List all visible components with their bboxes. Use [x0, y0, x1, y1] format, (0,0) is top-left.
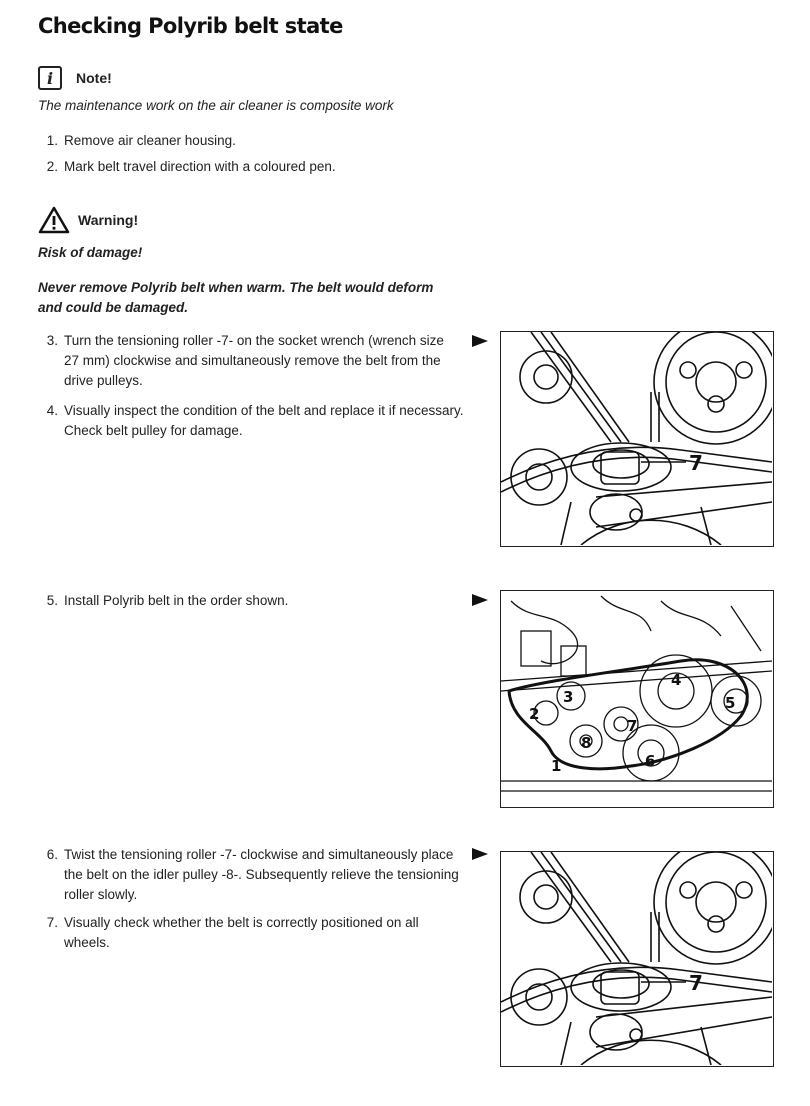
step-text: Mark belt travel direction with a coloured pen. — [64, 159, 336, 174]
step-3 — [28, 331, 458, 391]
callout-7: 7 — [689, 971, 703, 995]
info-icon: i — [38, 66, 62, 90]
warning-header — [38, 206, 138, 234]
step-6 — [28, 845, 468, 905]
step-5 — [28, 591, 458, 611]
warning-icon — [38, 206, 70, 234]
step-text: Twist the tensioning roller -7- clockwise and simultaneously place the belt on the idler pulley -8-. Subsequently relieve the tensioning roller slowly. — [64, 847, 459, 902]
step-number: 5. — [46, 593, 58, 608]
figure-tensioning-roller-install — [500, 851, 774, 1067]
step-text: Turn the tensioning roller -7- on the socket wrench (wrench size 27 mm) clockwise and simultaneously remove the belt from the drive pulleys. — [64, 333, 444, 388]
step-number: 3. — [46, 333, 58, 348]
tensioning-roller-illustration — [501, 332, 772, 545]
pointer-arrow-icon — [472, 594, 488, 606]
callout-5: 5 — [725, 694, 736, 712]
warning-text: Never remove Polyrib belt when warm. The belt would deform and could be damaged. — [38, 280, 434, 315]
step-4 — [28, 401, 478, 441]
warning-risk: Risk of damage! — [38, 245, 143, 260]
step-text: Install Polyrib belt in the order shown. — [64, 593, 289, 608]
figure-belt-routing — [500, 590, 774, 808]
note-text: The maintenance work on the air cleaner is composite work — [38, 98, 394, 113]
callout-7: 7 — [627, 717, 638, 735]
callout-8: 8 — [581, 734, 592, 752]
step-number: 2. — [46, 159, 58, 174]
step-text: Visually inspect the condition of the belt and replace it if necessary. Check belt pulley for damage. — [64, 403, 464, 438]
step-text: Remove air cleaner housing. — [64, 133, 236, 148]
callout-3: 3 — [563, 688, 574, 706]
callout-7: 7 — [689, 451, 703, 475]
note-label: Note! — [76, 70, 112, 86]
step-number: 6. — [46, 847, 58, 862]
callout-1: 1 — [551, 757, 562, 775]
warning-label: Warning! — [78, 212, 139, 228]
step-text: Visually check whether the belt is correctly positioned on all wheels. — [64, 915, 419, 950]
step-7 — [28, 913, 468, 953]
step-1 — [28, 131, 236, 151]
pointer-arrow-icon — [472, 335, 488, 347]
callout-6: 6 — [645, 752, 656, 770]
note-header — [38, 66, 112, 90]
step-number: 4. — [46, 403, 58, 418]
page-title: Checking Polyrib belt state — [38, 14, 343, 38]
step-2 — [28, 157, 336, 177]
tensioning-roller-install-illustration — [501, 852, 772, 1065]
belt-routing-illustration — [501, 591, 772, 806]
step-number: 7. — [46, 915, 58, 930]
callout-4: 4 — [671, 671, 682, 689]
pointer-arrow-icon — [472, 848, 488, 860]
callout-2: 2 — [529, 705, 540, 723]
figure-tensioning-roller — [500, 331, 774, 547]
step-number: 1. — [46, 133, 58, 148]
